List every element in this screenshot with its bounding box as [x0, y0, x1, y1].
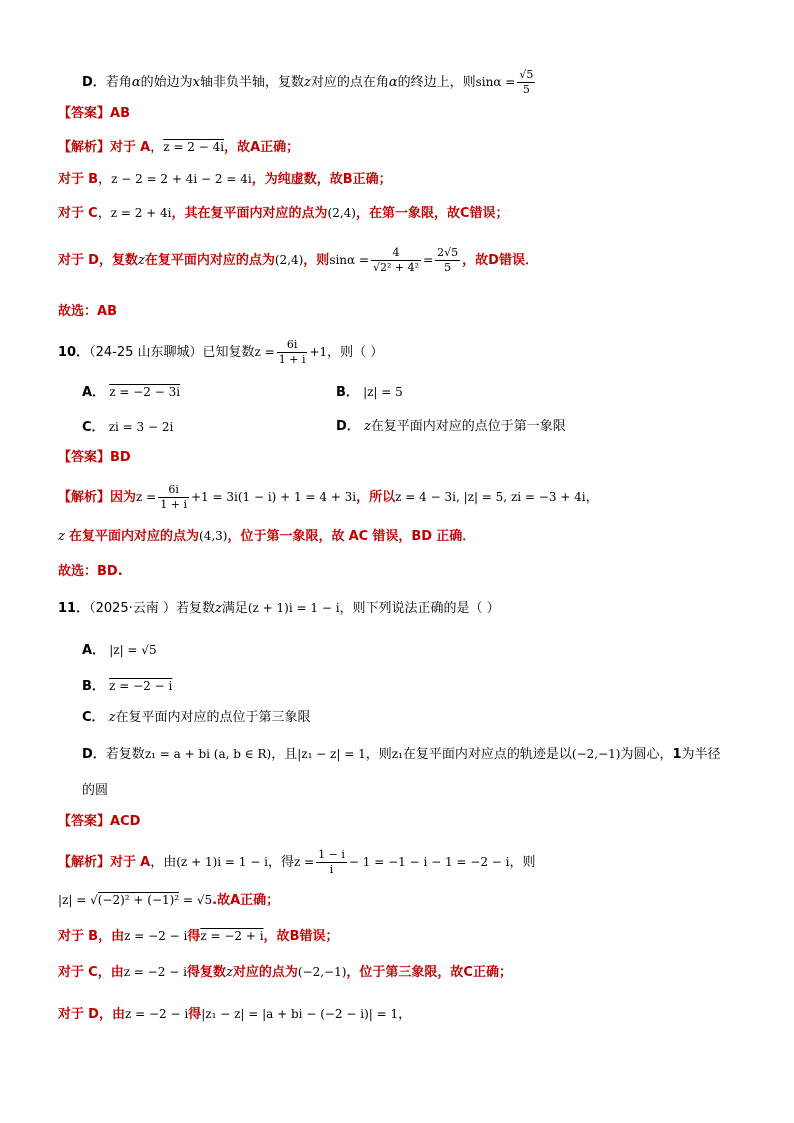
q10-option-d: D． z在复平面内对应的点位于第一象限	[336, 419, 566, 434]
q10-stem: 10．（24-25 山东聊城）已知复数z = $\frac{6i}{1 + i}$ +1，则（ ）	[58, 338, 384, 366]
q9-answer: 【答案】AB	[58, 106, 130, 121]
q11-option-b: B． z = −2 − i	[82, 679, 173, 694]
q11-option-d: D．若复数z₁ = a + bi (a, b ∈ R)，且|z₁ − z| = 1，则z₁在复平面内对应点的轨迹是以(−2,−1)为圆心，1为半径	[82, 747, 721, 762]
fraction: $\frac{4}{\text{√2² + 4²}}$	[373, 246, 420, 274]
q10-option-c: C． zi = 3 − 2i	[82, 420, 174, 435]
q10-answer: 【答案】BD	[58, 450, 131, 465]
q9-choose: 故选：AB	[58, 304, 117, 319]
q11-answer: 【答案】ACD	[58, 814, 141, 829]
q11-option-d-cont: 的圆	[82, 783, 109, 798]
q9-option-d: D．若角α的始边为x轴非负半轴，复数z对应的点在角α的终边上，则sinα = $\frac{√5}{5}$	[82, 68, 534, 96]
q9-analysis-b: 对于 B，z − 2 = 2 + 4i − 2 = 4i，为纯虚数，故B正确；	[58, 172, 392, 187]
fraction: $\frac{1 - i}{i}$	[318, 848, 345, 876]
q11-analysis-b: 对于 B，由z = −2 − i得z = −2 + i，故B错误；	[58, 929, 339, 944]
fraction: $\frac{√5}{5}$	[519, 68, 534, 96]
q11-analysis-a2: |z| = √(−2)² + (−1)² = √5.故A正确；	[58, 893, 280, 908]
q11-stem: 11．（2025·云南 ）若复数z满足(z + 1)i = 1 − i，则下列说法正确的是（ ）	[58, 601, 500, 616]
q10-option-b: B． |z| = 5	[336, 385, 403, 400]
q9-analysis-a: 【解析】对于 A，z = 2 − 4i，故A正确；	[58, 140, 300, 155]
fraction: $\frac{6i}{1 + i}$	[160, 483, 187, 511]
fraction: $\frac{6i}{1 + i}$	[278, 338, 306, 366]
q11-option-c: C． z在复平面内对应的点位于第三象限	[82, 710, 311, 725]
fraction: $\frac{2√5}{5}$	[437, 246, 459, 274]
q11-analysis-c: 对于 C，由z = −2 − i得复数z对应的点为(−2,−1)，位于第三象限，故C正确；	[58, 965, 512, 980]
q11-analysis-a: 【解析】对于 A，由(z + 1)i = 1 − i，得z = $\frac{1 - i}{i}$ − 1 = −1 − i − 1 = −2 − i，则	[58, 848, 536, 876]
q10-choose: 故选：BD.	[58, 564, 123, 579]
q11-option-a: A． |z| = √5	[82, 643, 157, 658]
q10-analysis: 【解析】因为z = $\frac{6i}{1 + i}$ +1 = 3i(1 − i) + 1 = 4 + 3i，所以z = 4 − 3i, |z| = 5, zi = −3 + 4i，	[58, 483, 599, 511]
q9-analysis-c: 对于 C，z = 2 + 4i，其在复平面内对应的点为(2,4)，在第一象限，故C错误；	[58, 206, 509, 221]
q9-analysis-d: 对于 D，复数z在复平面内对应的点为(2,4)，则sinα = $\frac{4}{\text{√2² + 4²}}$ = $\frac{2√5}{5}$ ，故D错误．	[58, 246, 538, 274]
q10-option-a: A． z = −2 − 3i	[82, 385, 181, 400]
q11-analysis-d: 对于 D，由z = −2 − i得|z₁ − z| = |a + bi − (−2 − i)| = 1，	[58, 1007, 412, 1022]
q10-analysis-line2: z 在复平面内对应的点为(4,3)，位于第一象限，故 AC 错误，BD 正确．	[58, 529, 476, 544]
